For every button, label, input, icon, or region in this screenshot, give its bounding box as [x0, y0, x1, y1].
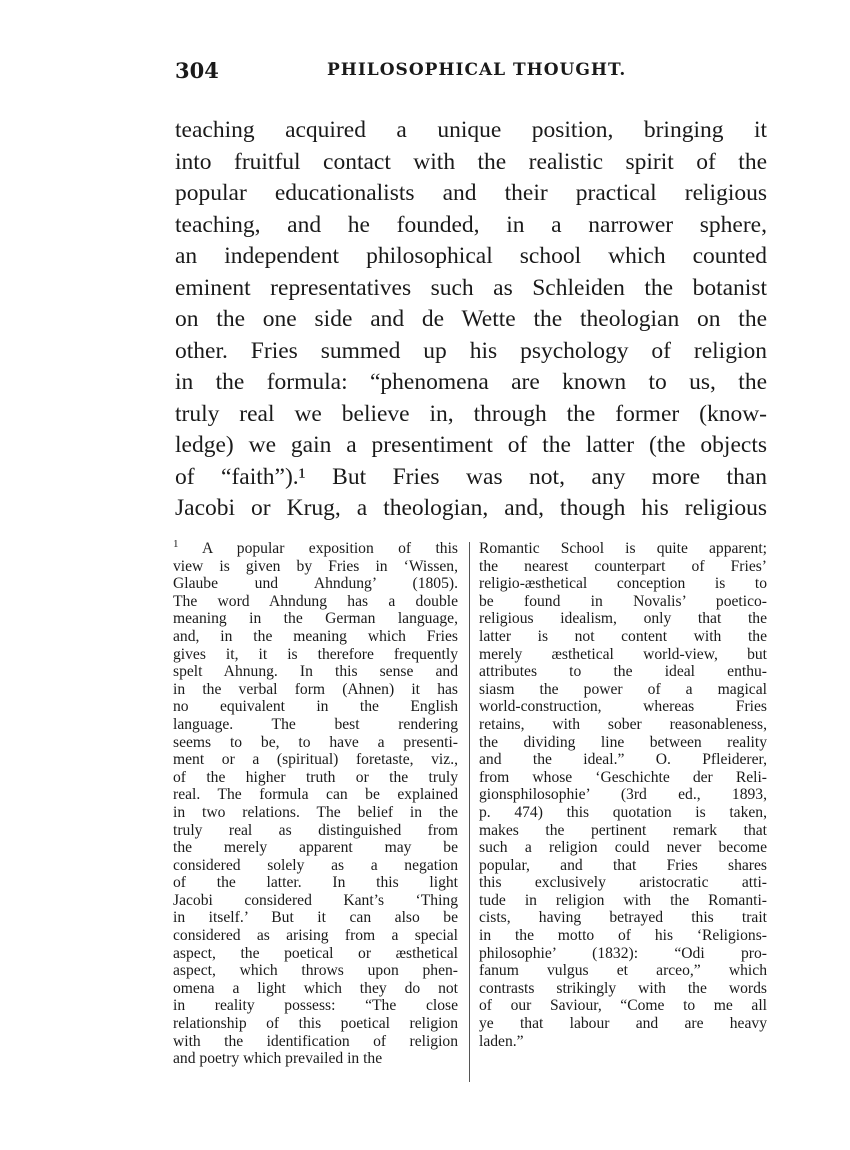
footnote-line: retains, with sober reasonableness, [479, 715, 767, 733]
footnote-line: truly real as distinguished from [173, 821, 458, 839]
footnote-line: in reality possess: “The close [173, 997, 458, 1015]
footnote-line [173, 537, 458, 558]
body-line: eminent representatives such as Schleiden the botanist [175, 274, 767, 301]
body-line: teaching, and he founded, in a narrower sphere, [175, 211, 767, 238]
footnote-line: the dividing line between reality [479, 733, 767, 751]
body-line: other. Fries summed up his psychology of religion [175, 337, 767, 364]
footnote-right-column [479, 540, 767, 1050]
body-line: in the formula: “phenomena are known to us, the [175, 369, 767, 395]
body-line: on the one side and de Wette the theologian on the [175, 306, 767, 332]
footnote-marker: 1 [173, 537, 179, 550]
body-line: teaching acquired a unique position, bringing it [175, 117, 767, 143]
body-line: ledge) we gain a presentiment of the latter (the objects [175, 432, 767, 458]
footnote-line: and, in the meaning which Fries [173, 627, 458, 645]
footnote-line: p. 474) this quotation is taken, [479, 803, 767, 821]
page-number: 304 [175, 58, 219, 83]
footnote-line: real. The formula can be explained [173, 786, 458, 804]
footnote-line: world-construction, whereas Fries [479, 698, 767, 716]
footnote-line-text: A popular exposition of this [202, 540, 458, 557]
footnote-line: Glaube und Ahndung’ (1805). [173, 575, 458, 593]
body-line: of “faith”).¹ But Fries was not, any more than [175, 463, 767, 490]
footnote-line: in itself.’ But it can also be [173, 909, 458, 927]
footnote-line: and poetry which prevailed in the [173, 1050, 383, 1068]
footnote-line: view is given by Fries in ‘Wissen, [173, 557, 458, 575]
footnote-line: spelt Ahnung. In this sense and [173, 663, 458, 681]
footnote-line: cists, having betrayed this trait [479, 909, 767, 927]
running-title: PHILOSOPHICAL THOUGHT. [327, 60, 627, 80]
footnote-line: in two relations. The belief in the [173, 803, 458, 821]
footnote-line: ment or a (spiritual) foretaste, viz., [173, 751, 458, 769]
footnote-line: aspect, which throws upon phen- [173, 962, 458, 980]
footnote-line: latter is not content with the [479, 627, 767, 645]
footnote-line: of our Saviour, “Come to me all [479, 997, 767, 1015]
footnote-line: no equivalent in the English [173, 698, 458, 716]
footnote-line: aspect, the poetical or æsthetical [173, 944, 458, 962]
footnote-line: considered as arising from a special [173, 927, 458, 945]
footnote-line: fanum vulgus et arceo,” which [479, 962, 767, 980]
footnote-line: meaning in the German language, [173, 610, 458, 628]
footnote-line: philosophie’ (1832): “Odi pro- [479, 944, 767, 962]
footnote-line: gives it, it is therefore frequently [173, 645, 458, 663]
footnote-line: attributes to the ideal enthu- [479, 663, 767, 681]
footnote-line: such a religion could never become [479, 839, 767, 857]
footnote-line: religio-æsthetical conception is to [479, 575, 767, 593]
footnote-line: from whose ‘Geschichte der Reli- [479, 768, 767, 786]
footnote-line: in the verbal form (Ahnen) it has [173, 680, 458, 698]
footnote-line: seems to be, to have a presenti- [173, 733, 458, 751]
footnote-line: The word Ahndung has a double [173, 592, 458, 610]
footnote-line: the merely apparent may be [173, 839, 458, 857]
footnote-line: makes the pertinent remark that [479, 821, 767, 839]
body-line: into fruitful contact with the realistic spirit of the [175, 148, 767, 175]
footnote-line: with the identification of religion [173, 1032, 458, 1050]
body-line: an independent philosophical school which counted [175, 243, 767, 269]
footnote-line: popular, and that Fries shares [479, 856, 767, 874]
footnote-line: ye that labour and are heavy [479, 1015, 767, 1033]
footnote-line: merely æsthetical world-view, but [479, 645, 767, 663]
footnote-line: tude in religion with the Romanti- [479, 891, 767, 909]
footnote-line: be found in Novalis’ poetico- [479, 592, 767, 610]
footnote-line: religious idealism, only that the [479, 610, 767, 628]
footnote-line: and the ideal.” O. Pfleiderer, [479, 751, 767, 769]
footnote-line: laden.” [479, 1032, 524, 1050]
body-line: truly real we believe in, through the former (know- [175, 400, 767, 427]
column-divider [469, 542, 470, 1082]
footnote-line: Jacobi considered Kant’s ‘Thing [173, 891, 458, 909]
footnote-line: Romantic School is quite apparent; [479, 540, 767, 557]
footnote-line: considered solely as a negation [173, 856, 458, 874]
footnote-line: contrasts strikingly with the words [479, 979, 767, 997]
page-header [175, 58, 775, 88]
footnote-left-column [173, 537, 458, 1068]
footnote-line: relationship of this poetical religion [173, 1015, 458, 1033]
footnote-line: gionsphilosophie’ (3rd ed., 1893, [479, 786, 767, 804]
footnote-line: of the higher truth or the truly [173, 768, 458, 786]
footnote-line: of the latter. In this light [173, 874, 458, 892]
footnote-line: language. The best rendering [173, 715, 458, 733]
body-line: popular educationalists and their practical religious [175, 180, 767, 206]
footnote-line: in the motto of his ‘Religions- [479, 927, 767, 945]
footnote-line: omena a light which they do not [173, 979, 458, 997]
footnote-line: the nearest counterpart of Fries’ [479, 557, 767, 575]
footnote-line: siasm the power of a magical [479, 680, 767, 698]
footnote-line: this exclusively aristocratic atti- [479, 874, 767, 892]
footnote [173, 537, 773, 1100]
body-line: Jacobi or Krug, a theologian, and, though his religious [175, 495, 767, 521]
body-text [175, 115, 767, 525]
